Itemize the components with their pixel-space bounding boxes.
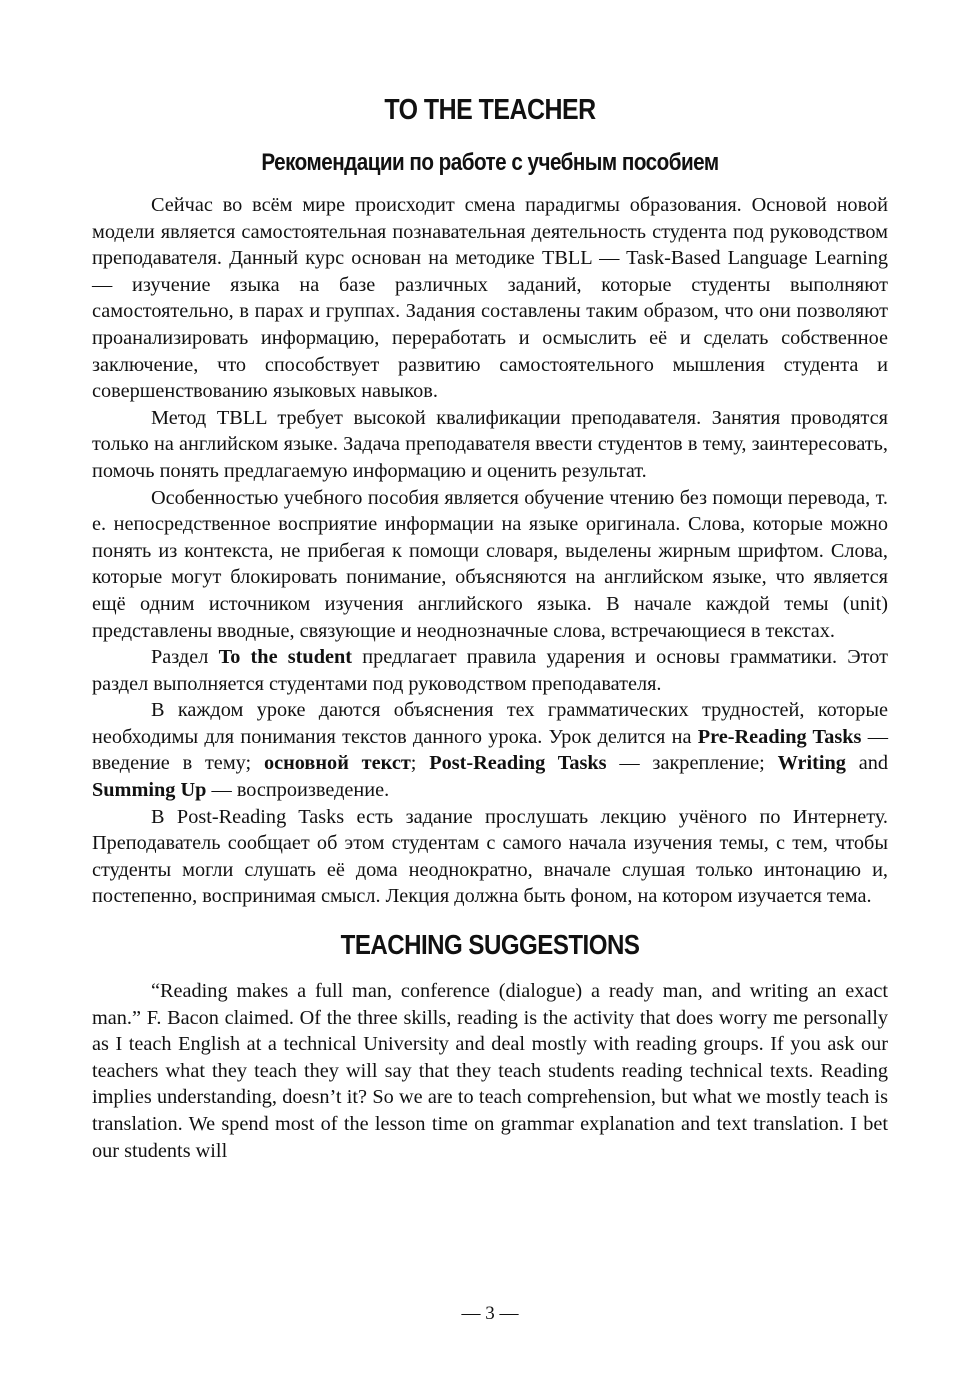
paragraph-4-text-1: Раздел — [151, 646, 219, 669]
paragraph-4 — [92, 644, 888, 697]
paragraph-4-text-2: предлагает правила ударения и основы грамматики. Этот раздел выполняется студентами под руководством преподавателя. — [92, 646, 888, 695]
paragraph-5-text-5: and — [845, 752, 889, 775]
paragraph-7: “Reading makes a full man, conference (dialogue) a ready man, and writing an exact man.” F. Bacon claimed. Of the three skills, reading is the activity that does worry me personally as I teach English at a technical University and deal mostly with reading groups. If you ask our teachers what they teach they will say that they teach students reading technical texts. Reading implies understanding, doesn’t it? So we are to teach comprehension, but what we mostly teach is translation. We spend most of the lesson time on grammar explanation and text translation. I bet our students will — [92, 980, 888, 1162]
page-content — [92, 92, 888, 1164]
paragraph-3: Особенностью учебного пособия является обучение чтению без помощи перевода, т. е. непосредственное восприятие информации на языке оригинала. Слова, которые можно понять из контекста, не прибегая к помощи словаря, выделены жирным шрифтом. Слова, которые могут блокировать понимание, объясняются на английском языке, что является ещё одним источником изучения английского языка. В начале каждой темы (unit) представлены вводные, связующие и неоднозначные слова, встречающиеся в текстах. — [92, 486, 888, 642]
section-title: TEACHING SUGGESTIONS — [340, 929, 640, 961]
paragraph-2: Метод TBLL требует высокой квалификации преподавателя. Занятия проводятся только на английском языке. Задача преподавателя ввести студентов в тему, заинтересовать, помочь понять предлагаемую информацию и оценить результат. — [92, 406, 888, 482]
paragraph-5-bold-5: Summing Up — [92, 779, 207, 802]
paragraph-5-text-6: — воспроизведение. — [206, 779, 390, 802]
paragraph-5-bold-1: Pre-Reading Tasks — [697, 725, 862, 748]
page-subtitle: Рекомендации по работе с учебным пособием — [261, 149, 719, 176]
paragraph-1: Сейчас во всём мире происходит смена парадигмы образования. Основой новой модели является самостоятельная познавательная деятельность студента под руководством преподавателя. Данный курс основан на методике TBLL — Task-Based Language Learning — изучение языка на базе различных заданий, которые студенты выполняют самостоятельно, в парах и группах. Задания составлены таким образом, что они позволяют проанализировать информацию, переработать и осмыслить её и сделать собственное заключение, что способствует развитию самостоятельного мышления студента и совершенствованию языковых навыков. — [92, 194, 888, 403]
paragraph-5-text-2: — введение в тему; — [92, 725, 888, 775]
paragraph-5 — [92, 697, 888, 803]
paragraph-5-text-3: ; — [410, 752, 430, 775]
page-number: — 3 — — [461, 1303, 519, 1324]
paragraph-5-bold-3: Post-Reading Tasks — [429, 752, 607, 775]
paragraph-5-text-4: — закрепление; — [606, 752, 778, 775]
paragraph-5-bold-4: Writing — [777, 752, 846, 775]
paragraph-4-bold-1: To the student — [218, 646, 353, 669]
paragraph-5-bold-2: основной текст — [263, 752, 411, 775]
paragraph-5-text-1: В каждом уроке даются объяснения тех грамматических трудностей, которые необходимы для понимания текстов данного урока. Урок делится на — [92, 699, 888, 748]
page-title: TO THE TEACHER — [384, 94, 596, 126]
paragraph-6: В Post-Reading Tasks есть задание прослушать лекцию учёного по Интернету. Преподаватель сообщает об этом студентам с самого начала изучения темы, с тем, чтобы студенты могли слушать её дома неоднократно, вначале слушая только интонацию и, постепенно, воспринимая смысл. Лекция должна быть фоном, на котором изучается тема. — [92, 805, 888, 908]
